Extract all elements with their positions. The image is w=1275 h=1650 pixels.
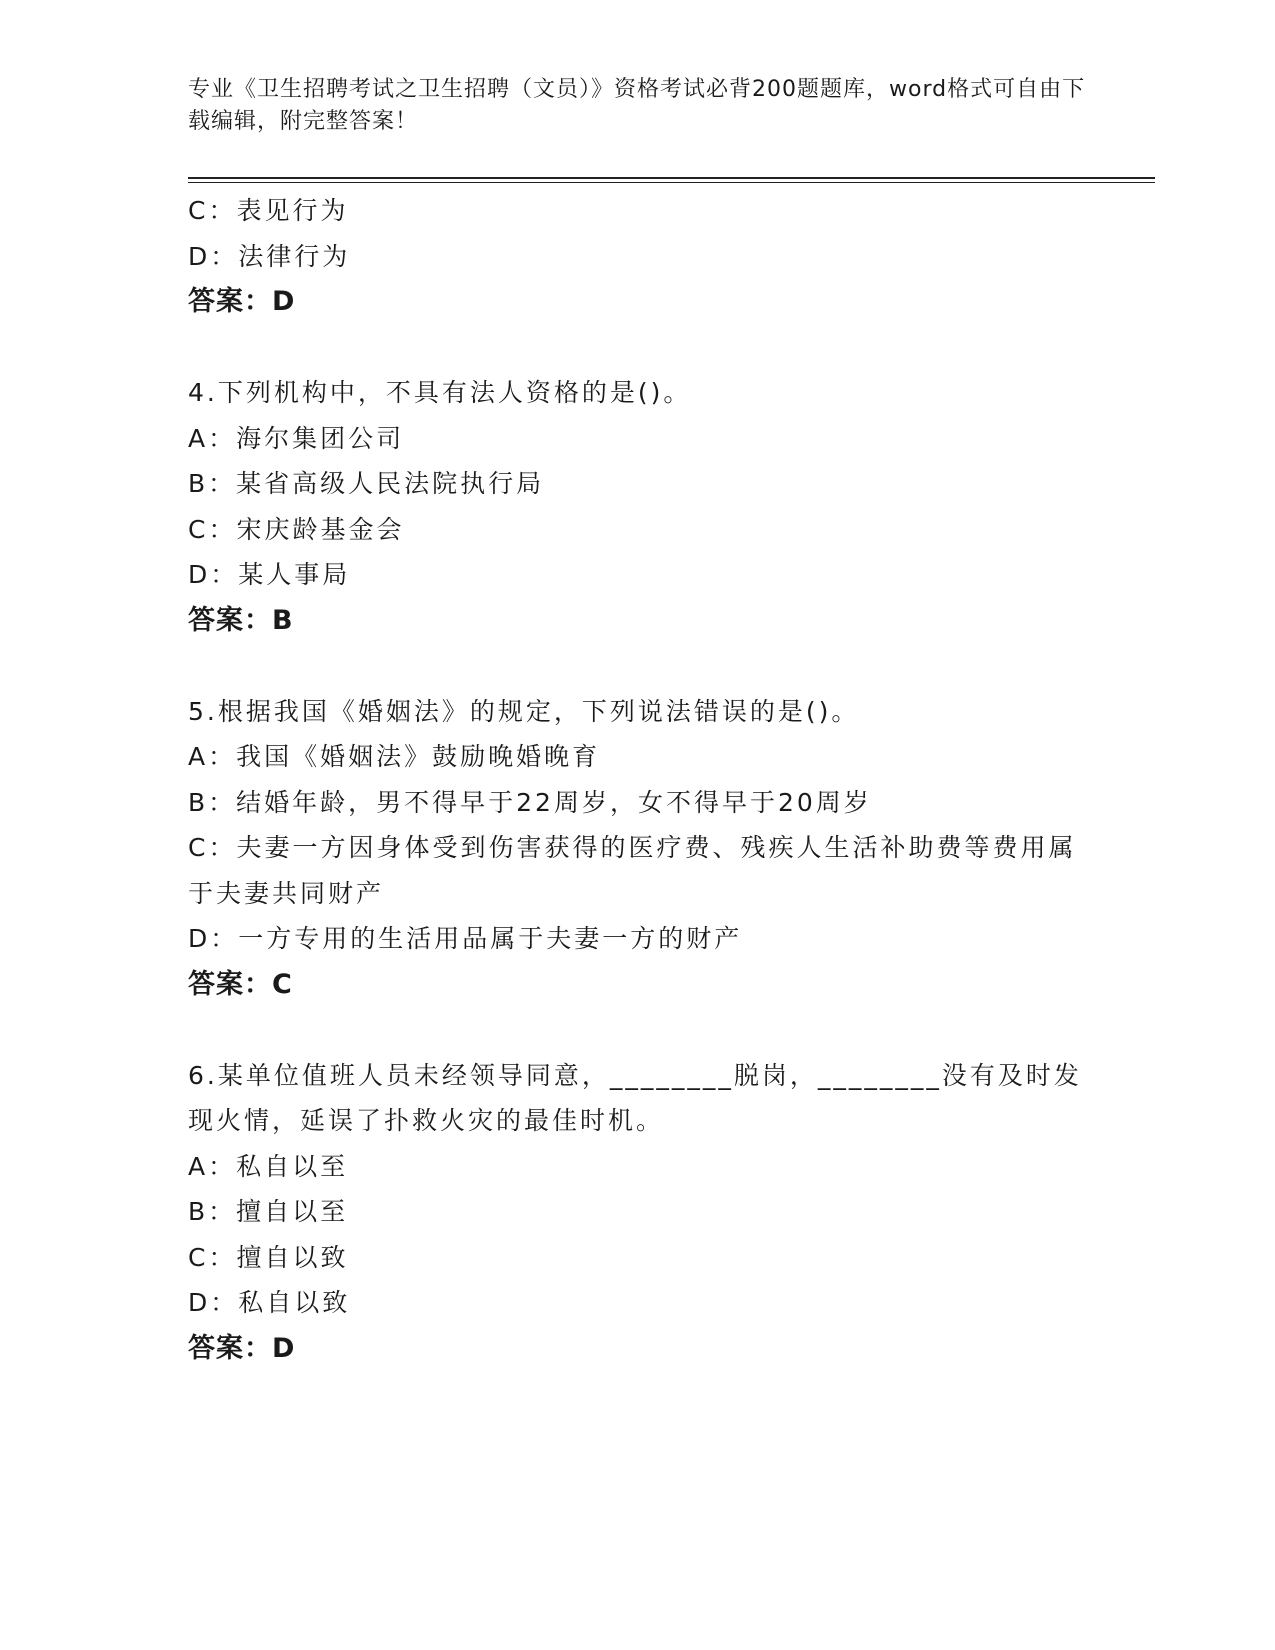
answer-line: 答案：C — [188, 968, 293, 1000]
spacer — [188, 1008, 1088, 1053]
option-d: D：法律行为 — [188, 241, 351, 271]
option-c: C：表见行为 — [188, 196, 349, 225]
spacer — [188, 325, 1088, 370]
option-d: D：某人事局 — [188, 560, 351, 589]
option-a: A：海尔集团公司 — [188, 423, 405, 453]
spacer — [188, 644, 1088, 689]
question-stem: 6.某单位值班人员未经领导同意，________脱岗，________没有及时发现火情，延误了扑救火灾的最佳时机。 — [188, 1060, 1082, 1135]
question-4 — [188, 370, 1088, 644]
option-d: D：私自以致 — [188, 1288, 351, 1317]
question-stem: 4.下列机构中，不具有法人资格的是()。 — [188, 378, 692, 407]
option-d: D：一方专用的生活用品属于夫妻一方的财产 — [188, 924, 743, 953]
answer-line: 答案：D — [188, 1332, 296, 1364]
question-5 — [188, 689, 1088, 1008]
header-divider-thin — [188, 182, 1155, 183]
question-3-tail — [188, 188, 1088, 325]
option-a: A：私自以至 — [188, 1151, 349, 1181]
option-b: B：结婚年龄，男不得早于22周岁，女不得早于20周岁 — [188, 787, 872, 817]
option-c: C：擅自以致 — [188, 1242, 349, 1272]
document-header: 专业《卫生招聘考试之卫生招聘（文员）》资格考试必背200题题库，word格式可自由下载编辑，附完整答案！ — [188, 77, 1086, 134]
question-content — [188, 188, 1088, 1372]
option-b: B：某省高级人民法院执行局 — [188, 469, 545, 498]
question-6 — [188, 1053, 1088, 1372]
header-divider-thick — [188, 177, 1155, 179]
option-a: A：我国《婚姻法》鼓励晚婚晚育 — [188, 742, 601, 771]
answer-line: 答案：B — [188, 604, 294, 636]
option-c: C：宋庆龄基金会 — [188, 514, 405, 544]
option-b: B：擅自以至 — [188, 1197, 349, 1226]
question-stem: 5.根据我国《婚姻法》的规定，下列说法错误的是()。 — [188, 696, 860, 726]
answer-line: 答案：D — [188, 286, 296, 317]
option-c: C：夫妻一方因身体受到伤害获得的医疗费、残疾人生活补助费等费用属于夫妻共同财产 — [188, 833, 1077, 908]
